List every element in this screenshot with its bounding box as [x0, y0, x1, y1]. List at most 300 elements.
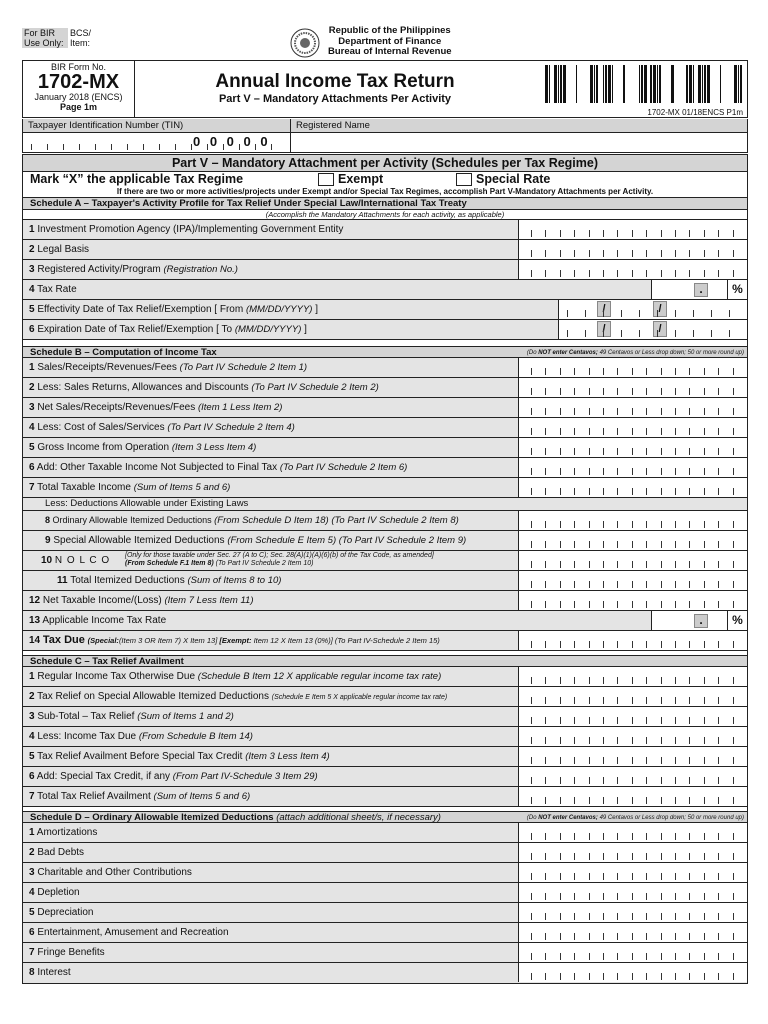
- amount-input[interactable]: [518, 687, 747, 706]
- digit-divider: [661, 541, 662, 548]
- digit-divider: [574, 408, 575, 415]
- digit-divider: [574, 777, 575, 784]
- digit-divider: [661, 913, 662, 920]
- digit-divider: [617, 717, 618, 724]
- barcode-bar: [738, 65, 739, 103]
- digit-divider: [718, 833, 719, 840]
- digit-divider: [689, 488, 690, 495]
- ipa-input[interactable]: [518, 220, 747, 239]
- digit-divider: [545, 541, 546, 548]
- digit-divider: [675, 601, 676, 608]
- exempt-label: Exempt: [338, 172, 384, 186]
- digit-divider: [718, 408, 719, 415]
- digit-divider: [704, 428, 705, 435]
- digit-divider: [589, 601, 590, 608]
- barcode-bar: [689, 65, 692, 103]
- amount-input[interactable]: [518, 667, 747, 686]
- agency-block: [328, 26, 452, 58]
- digit-divider: [646, 953, 647, 960]
- item-number: 7: [29, 482, 35, 493]
- item-number: 11: [57, 575, 68, 586]
- digit-divider: [646, 933, 647, 940]
- digit-divider: [545, 973, 546, 980]
- item-note: (To Part IV Schedule 2 Item 6): [279, 462, 408, 473]
- digit-divider: [718, 677, 719, 684]
- digit-divider: [560, 521, 561, 528]
- digit-divider: [646, 270, 647, 277]
- digit-divider: [689, 601, 690, 608]
- digit-divider: [589, 933, 590, 940]
- digit-divider: [560, 973, 561, 980]
- digit-divider: [675, 541, 676, 548]
- digit-divider: [704, 777, 705, 784]
- schedule-c-row: [23, 707, 747, 727]
- digit-divider: [646, 697, 647, 704]
- digit-divider: [718, 230, 719, 237]
- digit-divider: [603, 641, 604, 648]
- amount-input[interactable]: [518, 591, 747, 610]
- digit-divider: [657, 330, 658, 337]
- digit-divider: [689, 797, 690, 804]
- amount-input[interactable]: [518, 823, 747, 842]
- taxpayer-row: [22, 119, 748, 153]
- digit-divider: [589, 270, 590, 277]
- amount-input[interactable]: [518, 747, 747, 766]
- item-number: 7: [29, 947, 35, 958]
- digit-divider: [589, 677, 590, 684]
- digit-divider: [603, 521, 604, 528]
- digit-divider: [589, 953, 590, 960]
- digit-divider: [531, 521, 532, 528]
- digit-divider: [531, 641, 532, 648]
- exempt-checkbox[interactable]: [318, 173, 334, 186]
- digit-divider: [574, 873, 575, 880]
- digit-divider: [603, 468, 604, 475]
- digit-divider: [560, 601, 561, 608]
- digit-divider: [603, 973, 604, 980]
- digit-divider: [675, 581, 676, 588]
- amount-input[interactable]: [518, 378, 747, 397]
- special-rate-checkbox[interactable]: [456, 173, 472, 186]
- digit-divider: [675, 893, 676, 900]
- item-note: (Sum of Items 5 and 6): [153, 791, 251, 802]
- digit-divider: [531, 250, 532, 257]
- amount-input[interactable]: [518, 883, 747, 902]
- tax-due-note: (Item 3 OR Item 7) X Item 13]: [118, 636, 218, 645]
- digit-divider: [733, 368, 734, 375]
- effectivity-date-input[interactable]: [558, 300, 747, 319]
- date-slash: /: [653, 301, 667, 317]
- digit-divider: [560, 797, 561, 804]
- barcode-bar: [605, 65, 607, 103]
- schedule-a-sub: (Accomplish the Mandatory Attachments for each activity, as applicable): [23, 210, 747, 220]
- digit-divider: [574, 641, 575, 648]
- digit-divider: [689, 270, 690, 277]
- item-number: 14: [29, 635, 41, 646]
- digit-divider: [646, 541, 647, 548]
- item-label: Net Sales/Receipts/Revenues/Fees: [37, 402, 196, 413]
- digit-divider: [560, 893, 561, 900]
- form-title-block: [135, 61, 535, 105]
- digit-divider: [589, 468, 590, 475]
- digit-divider: [531, 677, 532, 684]
- digit-divider: [127, 144, 128, 150]
- digit-divider: [545, 601, 546, 608]
- digit-divider: [689, 757, 690, 764]
- digit-divider: [560, 697, 561, 704]
- schedule-b-row: [23, 531, 747, 551]
- digit-divider: [531, 270, 532, 277]
- digit-divider: [603, 230, 604, 237]
- digit-divider: [704, 408, 705, 415]
- item-number: 5: [29, 907, 35, 918]
- digit-divider: [545, 641, 546, 648]
- amount-input[interactable]: [518, 571, 747, 590]
- digit-divider: [79, 144, 80, 150]
- digit-divider: [632, 270, 633, 277]
- schedule-b-row: [23, 418, 747, 438]
- amount-input[interactable]: [518, 963, 747, 982]
- digit-divider: [661, 737, 662, 744]
- digit-divider: [646, 488, 647, 495]
- digit-divider: [574, 581, 575, 588]
- amount-input[interactable]: [518, 923, 747, 942]
- digit-divider: [574, 893, 575, 900]
- digit-divider: [675, 677, 676, 684]
- mark-label: Mark “X” the applicable Tax Regime: [30, 172, 244, 186]
- schedule-b-row: [23, 398, 747, 418]
- digit-divider: [689, 677, 690, 684]
- item-number: 4: [29, 731, 35, 742]
- digit-divider: [574, 428, 575, 435]
- item-number: 13: [29, 615, 41, 626]
- digit-divider: [574, 737, 575, 744]
- digit-divider: [617, 428, 618, 435]
- barcode-bar: [549, 65, 550, 103]
- amount-input[interactable]: [518, 418, 747, 437]
- item-label: Total Itemized Deductions: [70, 575, 185, 586]
- digit-divider: [603, 561, 604, 568]
- digit-divider: [704, 757, 705, 764]
- digit-divider: [589, 697, 590, 704]
- digit-divider: [531, 697, 532, 704]
- digit-divider: [704, 933, 705, 940]
- digit-divider: [689, 777, 690, 784]
- agency-line-2: Department of Finance: [338, 35, 442, 47]
- digit-divider: [617, 677, 618, 684]
- digit-divider: [718, 601, 719, 608]
- digit-divider: [617, 833, 618, 840]
- digit-divider: [646, 737, 647, 744]
- digit-divider: [718, 581, 719, 588]
- barcode-bar: [563, 65, 566, 103]
- tax-rate-input[interactable]: [651, 280, 727, 299]
- item-number: 4: [29, 422, 35, 433]
- digit-divider: [560, 448, 561, 455]
- digit-divider: [675, 797, 676, 804]
- barcode-bar: [740, 65, 742, 103]
- digit-divider: [733, 677, 734, 684]
- digit-divider: [704, 368, 705, 375]
- item-label: Legal Basis: [37, 244, 90, 255]
- item-note: (To Part IV Schedule 2 Item 1): [179, 362, 308, 373]
- digit-divider: [704, 853, 705, 860]
- digit-divider: [617, 933, 618, 940]
- schedule-b-row: [23, 478, 747, 498]
- digit-divider: [646, 388, 647, 395]
- digit-divider: [567, 310, 568, 317]
- digit-divider: [589, 913, 590, 920]
- digit-divider: [646, 833, 647, 840]
- barcode-bar: [698, 65, 701, 103]
- digit-divider: [689, 893, 690, 900]
- amount-input[interactable]: [518, 398, 747, 417]
- digit-divider: [617, 521, 618, 528]
- page-label: Page 1m: [59, 102, 98, 112]
- digit-divider: [632, 601, 633, 608]
- schedule-b-row: [23, 611, 747, 631]
- expiration-date-input[interactable]: [558, 320, 747, 339]
- digit-divider: [574, 677, 575, 684]
- digit-divider: [704, 833, 705, 840]
- digit-divider: [718, 933, 719, 940]
- digit-divider: [661, 833, 662, 840]
- item-number: 3: [29, 711, 35, 722]
- schedule-d-row: [23, 843, 747, 863]
- amount-input[interactable]: [518, 727, 747, 746]
- digit-divider: [704, 250, 705, 257]
- digit-divider: [675, 973, 676, 980]
- digit-divider: [603, 581, 604, 588]
- schedule-a-row: [23, 280, 747, 300]
- digit-divider: [632, 250, 633, 257]
- digit-divider: [603, 717, 604, 724]
- digit-divider: [718, 468, 719, 475]
- registered-name-input[interactable]: [291, 133, 747, 152]
- item-note: (From Part IV-Schedule 3 Item 29): [172, 771, 318, 782]
- digit-divider: [159, 144, 160, 150]
- item-number: 8: [29, 967, 35, 978]
- digit-divider: [733, 230, 734, 237]
- digit-divider: [574, 913, 575, 920]
- digit-divider: [711, 330, 712, 337]
- amount-input[interactable]: [518, 863, 747, 882]
- schedule-b-row: [23, 571, 747, 591]
- item-number: 4: [29, 284, 35, 295]
- amount-input[interactable]: [518, 478, 747, 497]
- digit-divider: [617, 973, 618, 980]
- percent-sign: %: [727, 611, 747, 630]
- digit-divider: [733, 581, 734, 588]
- amount-input[interactable]: [518, 943, 747, 962]
- digit-divider: [661, 893, 662, 900]
- digit-divider: [632, 717, 633, 724]
- item-note: (Item 3 Less Item 4): [245, 751, 330, 762]
- amount-input[interactable]: [518, 438, 747, 457]
- digit-divider: [560, 488, 561, 495]
- digit-divider: [639, 310, 640, 317]
- barcode-bar: [594, 65, 595, 103]
- digit-divider: [675, 833, 676, 840]
- item-number: 6: [29, 927, 35, 938]
- digit-divider: [621, 330, 622, 337]
- digit-divider: [689, 953, 690, 960]
- tin-label: Taxpayer Identification Number (TIN): [23, 119, 290, 133]
- item-label: Add: Special Tax Credit, if any: [36, 771, 171, 782]
- digit-divider: [704, 468, 705, 475]
- amount-input[interactable]: [518, 531, 747, 550]
- digit-divider: [704, 541, 705, 548]
- schedule-a-title: Schedule A – Taxpayer's Activity Profile for Tax Relief Under Special Law/International Tax Treaty: [30, 198, 467, 209]
- digit-divider: [95, 144, 96, 150]
- digit-divider: [661, 408, 662, 415]
- digit-divider: [574, 521, 575, 528]
- amount-input[interactable]: [518, 707, 747, 726]
- digit-divider: [693, 310, 694, 317]
- digit-divider: [675, 310, 676, 317]
- amount-input[interactable]: [518, 551, 747, 570]
- item-label: Entertainment, Amusement and Recreation: [37, 927, 229, 938]
- digit-divider: [207, 144, 208, 150]
- digit-divider: [733, 833, 734, 840]
- digit-divider: [661, 521, 662, 528]
- digit-divider: [603, 853, 604, 860]
- item-label: Net Taxable Income/(Loss): [42, 595, 162, 606]
- digit-divider: [718, 368, 719, 375]
- barcode-bar: [702, 65, 703, 103]
- item-label: Amortizations: [36, 827, 98, 838]
- digit-divider: [617, 488, 618, 495]
- digit-divider: [675, 953, 676, 960]
- digit-divider: [545, 521, 546, 528]
- digit-divider: [733, 448, 734, 455]
- digit-divider: [589, 581, 590, 588]
- digit-divider: [617, 853, 618, 860]
- digit-divider: [704, 973, 705, 980]
- digit-divider: [632, 428, 633, 435]
- digit-divider: [239, 144, 240, 150]
- registered-activity-input[interactable]: [518, 260, 747, 279]
- digit-divider: [675, 777, 676, 784]
- schedule-d-title-note: (attach additional sheet/s, if necessary): [276, 812, 441, 823]
- amount-input[interactable]: [518, 903, 747, 922]
- barcode-bar: [612, 65, 613, 103]
- digit-divider: [617, 250, 618, 257]
- digit-divider: [646, 797, 647, 804]
- part-v: [22, 154, 748, 984]
- digit-divider: [689, 973, 690, 980]
- digit-divider: [733, 797, 734, 804]
- digit-divider: [733, 468, 734, 475]
- digit-divider: [31, 144, 32, 150]
- item-note: (Sum of Items 5 and 6): [133, 482, 231, 493]
- amount-input[interactable]: [518, 458, 747, 477]
- digit-divider: [704, 717, 705, 724]
- digit-divider: [545, 953, 546, 960]
- digit-divider: [729, 310, 730, 317]
- barcode-icon: [543, 63, 743, 107]
- digit-divider: [531, 488, 532, 495]
- digit-divider: [718, 797, 719, 804]
- digit-divider: [733, 953, 734, 960]
- amount-input[interactable]: [518, 767, 747, 786]
- digit-divider: [689, 833, 690, 840]
- amount-input[interactable]: [518, 358, 747, 377]
- digit-divider: [589, 777, 590, 784]
- digit-divider: [718, 973, 719, 980]
- digit-divider: [646, 973, 647, 980]
- digit-divider: [531, 541, 532, 548]
- income-tax-rate-input[interactable]: [651, 611, 727, 630]
- amount-input[interactable]: [518, 511, 747, 530]
- digit-divider: [718, 270, 719, 277]
- digit-divider: [621, 310, 622, 317]
- item-note: (Sum of Items 1 and 2): [137, 711, 234, 722]
- digit-divider: [675, 561, 676, 568]
- digit-divider: [646, 368, 647, 375]
- tax-due-input[interactable]: [518, 631, 747, 650]
- digit-divider: [531, 408, 532, 415]
- schedule-d-header: [23, 811, 747, 823]
- digit-divider: [617, 230, 618, 237]
- barcode-bar: [707, 65, 710, 103]
- digit-divider: [675, 853, 676, 860]
- digit-divider: [675, 330, 676, 337]
- digit-divider: [718, 488, 719, 495]
- schedule-b-row: [23, 631, 747, 651]
- digit-divider: [574, 270, 575, 277]
- item-note: (To Part IV Schedule 2 Item 2): [251, 382, 379, 393]
- digit-divider: [733, 913, 734, 920]
- bir-use-box: [22, 28, 91, 48]
- digit-divider: [733, 777, 734, 784]
- digit-divider: [733, 973, 734, 980]
- digit-divider: [603, 913, 604, 920]
- form-label: BIR Form No.: [50, 62, 106, 72]
- item-note: (From Schedule D Item 18) (To Part IV Schedule 2 Item 8): [214, 515, 459, 526]
- digit-divider: [545, 488, 546, 495]
- item-label: Less: Cost of Sales/Services: [37, 422, 165, 433]
- tin-input[interactable]: [23, 133, 290, 152]
- schedule-b-header: [23, 346, 747, 358]
- legal-basis-input[interactable]: [518, 240, 747, 259]
- digit-divider: [531, 717, 532, 724]
- digit-divider: [589, 737, 590, 744]
- digit-divider: [632, 973, 633, 980]
- digit-divider: [704, 953, 705, 960]
- digit-divider: [617, 777, 618, 784]
- digit-divider: [574, 833, 575, 840]
- digit-divider: [531, 737, 532, 744]
- digit-divider: [589, 488, 590, 495]
- digit-divider: [63, 144, 64, 150]
- digit-divider: [603, 601, 604, 608]
- digit-divider: [545, 933, 546, 940]
- digit-divider: [718, 893, 719, 900]
- digit-divider: [689, 250, 690, 257]
- digit-divider: [560, 833, 561, 840]
- digit-divider: [689, 230, 690, 237]
- digit-divider: [718, 913, 719, 920]
- barcode-bar: [641, 65, 643, 103]
- digit-divider: [560, 913, 561, 920]
- amount-input[interactable]: [518, 843, 747, 862]
- digit-divider: [545, 797, 546, 804]
- digit-divider: [223, 144, 224, 150]
- schedule-b-row: [23, 498, 747, 511]
- amount-input[interactable]: [518, 787, 747, 806]
- digit-divider: [646, 448, 647, 455]
